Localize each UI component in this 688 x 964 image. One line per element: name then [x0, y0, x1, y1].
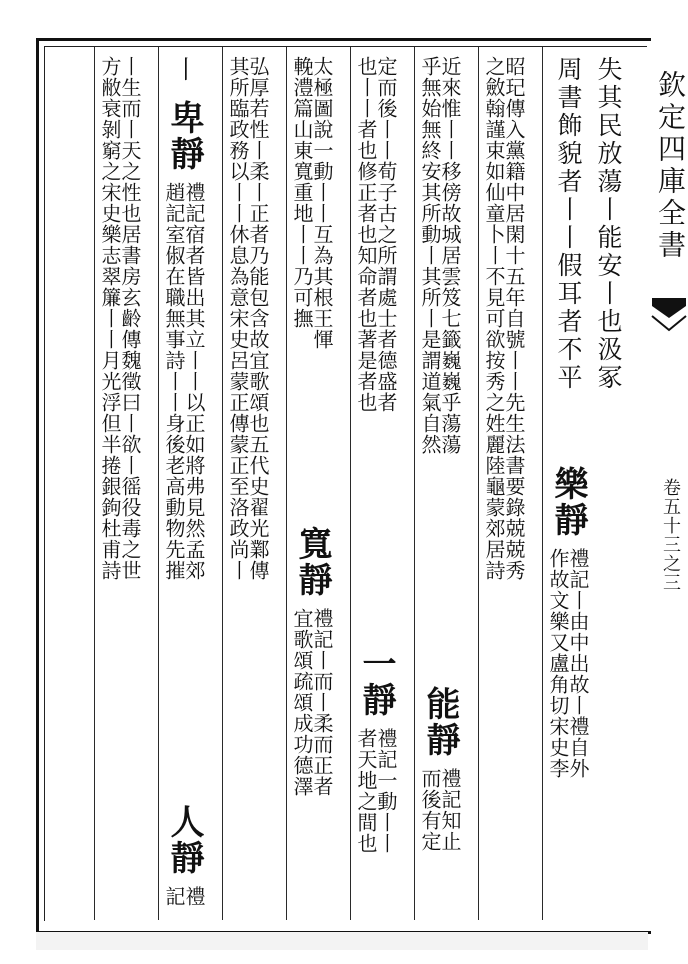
headword: 能靜 [420, 686, 460, 758]
column-rule [542, 47, 543, 920]
annotation-right: 禮記知止 [438, 768, 462, 852]
text-column [100, 56, 140, 916]
annotation-left: 之斂翰謹束如仙童卜丨不見可欲按秀之姓麗陸龜蒙郊居詩 [482, 56, 506, 581]
annotation-right: 禮記丨由中出故丨禮自外 [566, 548, 590, 779]
column-rule [158, 47, 159, 920]
column-rule [286, 47, 287, 920]
text-column [588, 56, 628, 916]
column-rule [94, 47, 95, 920]
main-text: 失其民放蕩丨能安丨也汲冢 [594, 56, 623, 392]
annotation-right: 禮記宿者皆出其立丨丨以正如將弗見然孟郊 [182, 182, 206, 581]
annotation-right: 禮 [182, 886, 206, 907]
column-rule [350, 47, 351, 920]
annotation-left: 也丨丨者也修正者也知命者也著是者也 [354, 56, 378, 413]
annotation-left: 而後有定 [418, 768, 442, 852]
page-bottom-margin [36, 932, 648, 950]
headword: 寬靜 [292, 526, 332, 598]
main-text: 周書飾貌者丨丨假耳者不平 [554, 56, 583, 392]
text-column [420, 56, 460, 916]
annotation-right: 禮記一動丨丨 [374, 728, 398, 854]
annotation-right: 昭玘傳入黨籍中居閑十五年自號丨丨先生法書要錄兢兢秀 [502, 56, 526, 581]
annotation-right: 丨生而丨天之性也居書房玄齡傳魏徵曰丨欲丨徭役毒之世 [118, 56, 142, 581]
annotation-left: 輓澧篇山東寬重地丨丨乃可撫 [290, 56, 314, 329]
annotation-left: 作故文樂又盧角切宋史李 [546, 548, 570, 779]
headword: 樂靜 [548, 466, 588, 538]
headword: 卑靜 [164, 100, 204, 172]
annotation-right: 近來惟丨丨移傍故城居雲笈七籤巍巍乎蕩蕩 [438, 56, 462, 455]
text-column [292, 56, 332, 916]
annotation-left: 方敝衰剝窮之宋史樂志翠簾丨丨月光浮但半捲銀鉤杜甫詩 [98, 56, 122, 581]
annotation-left: 乎無始無終安其所動丨其所丨是謂道氣自然 [418, 56, 442, 455]
headword: 人靜 [164, 804, 204, 876]
column-rule [222, 47, 223, 920]
text-column [548, 56, 588, 916]
text-column [164, 56, 204, 916]
text-column [484, 56, 524, 916]
fishtail-mark-icon [650, 296, 688, 336]
annotation-left: 宜歌頌疏頌成功德澤 [290, 608, 314, 797]
main-text: 丨 [170, 56, 199, 84]
annotation-right: 太極圖說一動丨丨互為其根王惲 [310, 56, 334, 350]
text-column [356, 56, 396, 916]
annotation-left: 者天地之間也 [354, 728, 378, 854]
text-column [228, 56, 268, 916]
column-rule [478, 47, 479, 920]
annotation-right: 弘厚若性丨柔丨正者乃能包含故宜歌頌也五代史翟光鄴傳 [246, 56, 270, 581]
annotation-left: 記 [162, 886, 186, 907]
book-title: 欽定四庫全書 [654, 70, 687, 262]
annotation-right: 定而後丨丨荀子古之所謂處士者德盛者 [374, 56, 398, 413]
annotation-left: 其所臨政務以丨丨休息為意宋史呂蒙正傳蒙正至洛政尚丨 [226, 56, 250, 581]
volume-label: 卷五十三之三 [660, 478, 681, 592]
annotation-right: 禮記丨而丨柔而正者 [310, 608, 334, 797]
column-rule [414, 47, 415, 920]
headword: 一靜 [356, 646, 396, 718]
annotation-left: 趙記室俶在職無事詩丨丨身後老高動物先摧 [162, 182, 186, 581]
